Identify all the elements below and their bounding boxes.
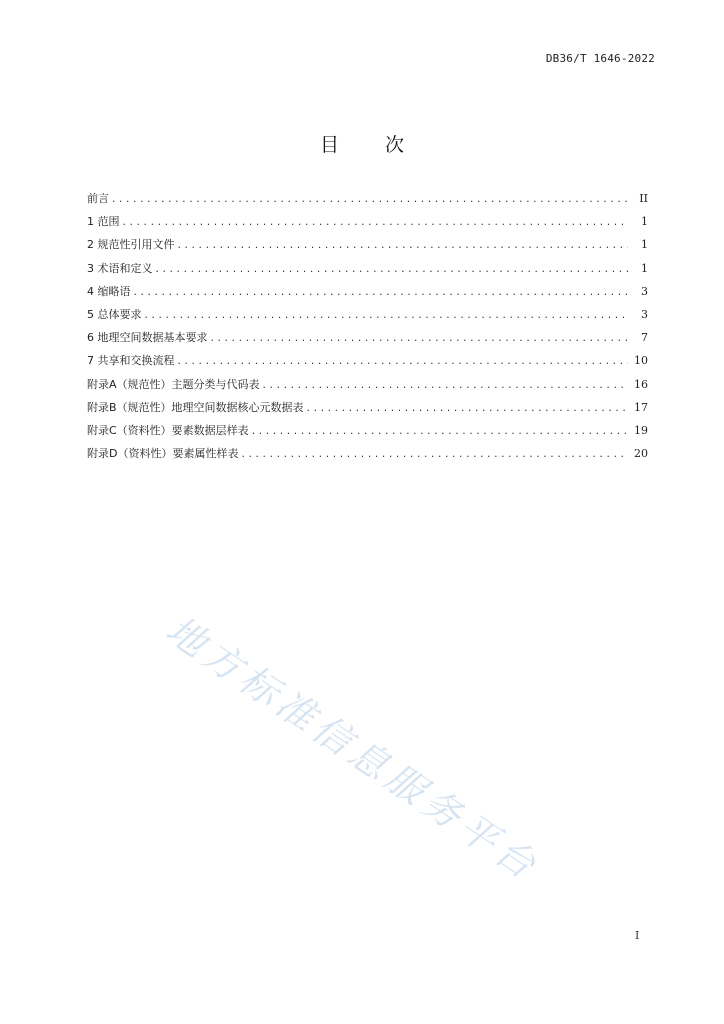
- toc-entry-label: 2 规范性引用文件: [87, 238, 175, 252]
- toc-entry-page: 17: [634, 400, 648, 414]
- toc-dot-leader: [210, 334, 629, 344]
- page-title: 目 次: [319, 134, 425, 156]
- toc-entry-page: 10: [634, 354, 648, 368]
- standard-code: DB36/T 1646-2022: [545, 52, 655, 65]
- toc-dot-leader: [240, 450, 628, 460]
- toc-entry-appendix-b[interactable]: [87, 399, 648, 422]
- toc-entry-sharing-exchange-process[interactable]: [87, 352, 648, 375]
- toc-entry-page: 7: [641, 331, 648, 345]
- toc-entry-scope[interactable]: [87, 213, 648, 236]
- toc-entry-appendix-c[interactable]: [87, 422, 648, 445]
- toc-dot-leader: [155, 265, 629, 275]
- toc-dot-leader: [177, 357, 629, 367]
- toc-dot-leader: [251, 427, 628, 437]
- toc-entry-abbreviations[interactable]: [87, 283, 648, 306]
- toc-entry-label: 1 范围: [87, 215, 120, 229]
- toc-entry-page: 3: [641, 284, 648, 298]
- table-of-contents: [87, 190, 648, 468]
- toc-dot-leader: [177, 241, 629, 251]
- toc-entry-label: 5 总体要求: [87, 307, 142, 321]
- page-number: I: [635, 929, 640, 942]
- toc-entry-label: 3 术语和定义: [87, 261, 153, 275]
- toc-entry-label: 7 共享和交换流程: [87, 354, 175, 368]
- toc-entry-appendix-a[interactable]: [87, 376, 648, 399]
- toc-entry-page: 19: [634, 423, 648, 437]
- toc-entry-page: 1: [641, 215, 648, 229]
- toc-entry-page: 1: [641, 238, 648, 252]
- toc-entry-page: 20: [634, 447, 648, 461]
- toc-entry-label: 附录C（资料性）要素数据层样表: [87, 423, 249, 437]
- toc-entry-label: 4 缩略语: [87, 284, 131, 298]
- toc-dot-leader: [262, 381, 628, 391]
- toc-dot-leader: [133, 288, 629, 298]
- toc-entry-spatial-data-requirements[interactable]: [87, 329, 648, 352]
- watermark-text: 地方标准信息服务平台: [158, 607, 548, 890]
- toc-entry-label: 附录D（资料性）要素属性样表: [87, 447, 239, 461]
- toc-entry-general-requirements[interactable]: [87, 306, 648, 329]
- toc-entry-page: 3: [641, 307, 648, 321]
- toc-entry-label: 6 地理空间数据基本要求: [87, 331, 208, 345]
- toc-entry-label: 前言: [87, 192, 109, 205]
- toc-dot-leader: [306, 404, 628, 414]
- toc-dot-leader: [122, 218, 629, 228]
- toc-dot-leader: [111, 195, 628, 205]
- toc-entry-label: 附录B（规范性）地理空间数据核心元数据表: [87, 400, 304, 414]
- toc-entry-terms-definitions[interactable]: [87, 260, 648, 283]
- toc-entry-normative-references[interactable]: [87, 236, 648, 259]
- toc-entry-page: 16: [634, 377, 648, 391]
- toc-entry-foreword[interactable]: [87, 190, 648, 213]
- toc-entry-page: II: [639, 192, 648, 205]
- toc-dot-leader: [144, 311, 629, 321]
- toc-entry-label: 附录A（规范性）主题分类与代码表: [87, 377, 260, 391]
- toc-entry-appendix-d[interactable]: [87, 445, 648, 468]
- toc-entry-page: 1: [641, 261, 648, 275]
